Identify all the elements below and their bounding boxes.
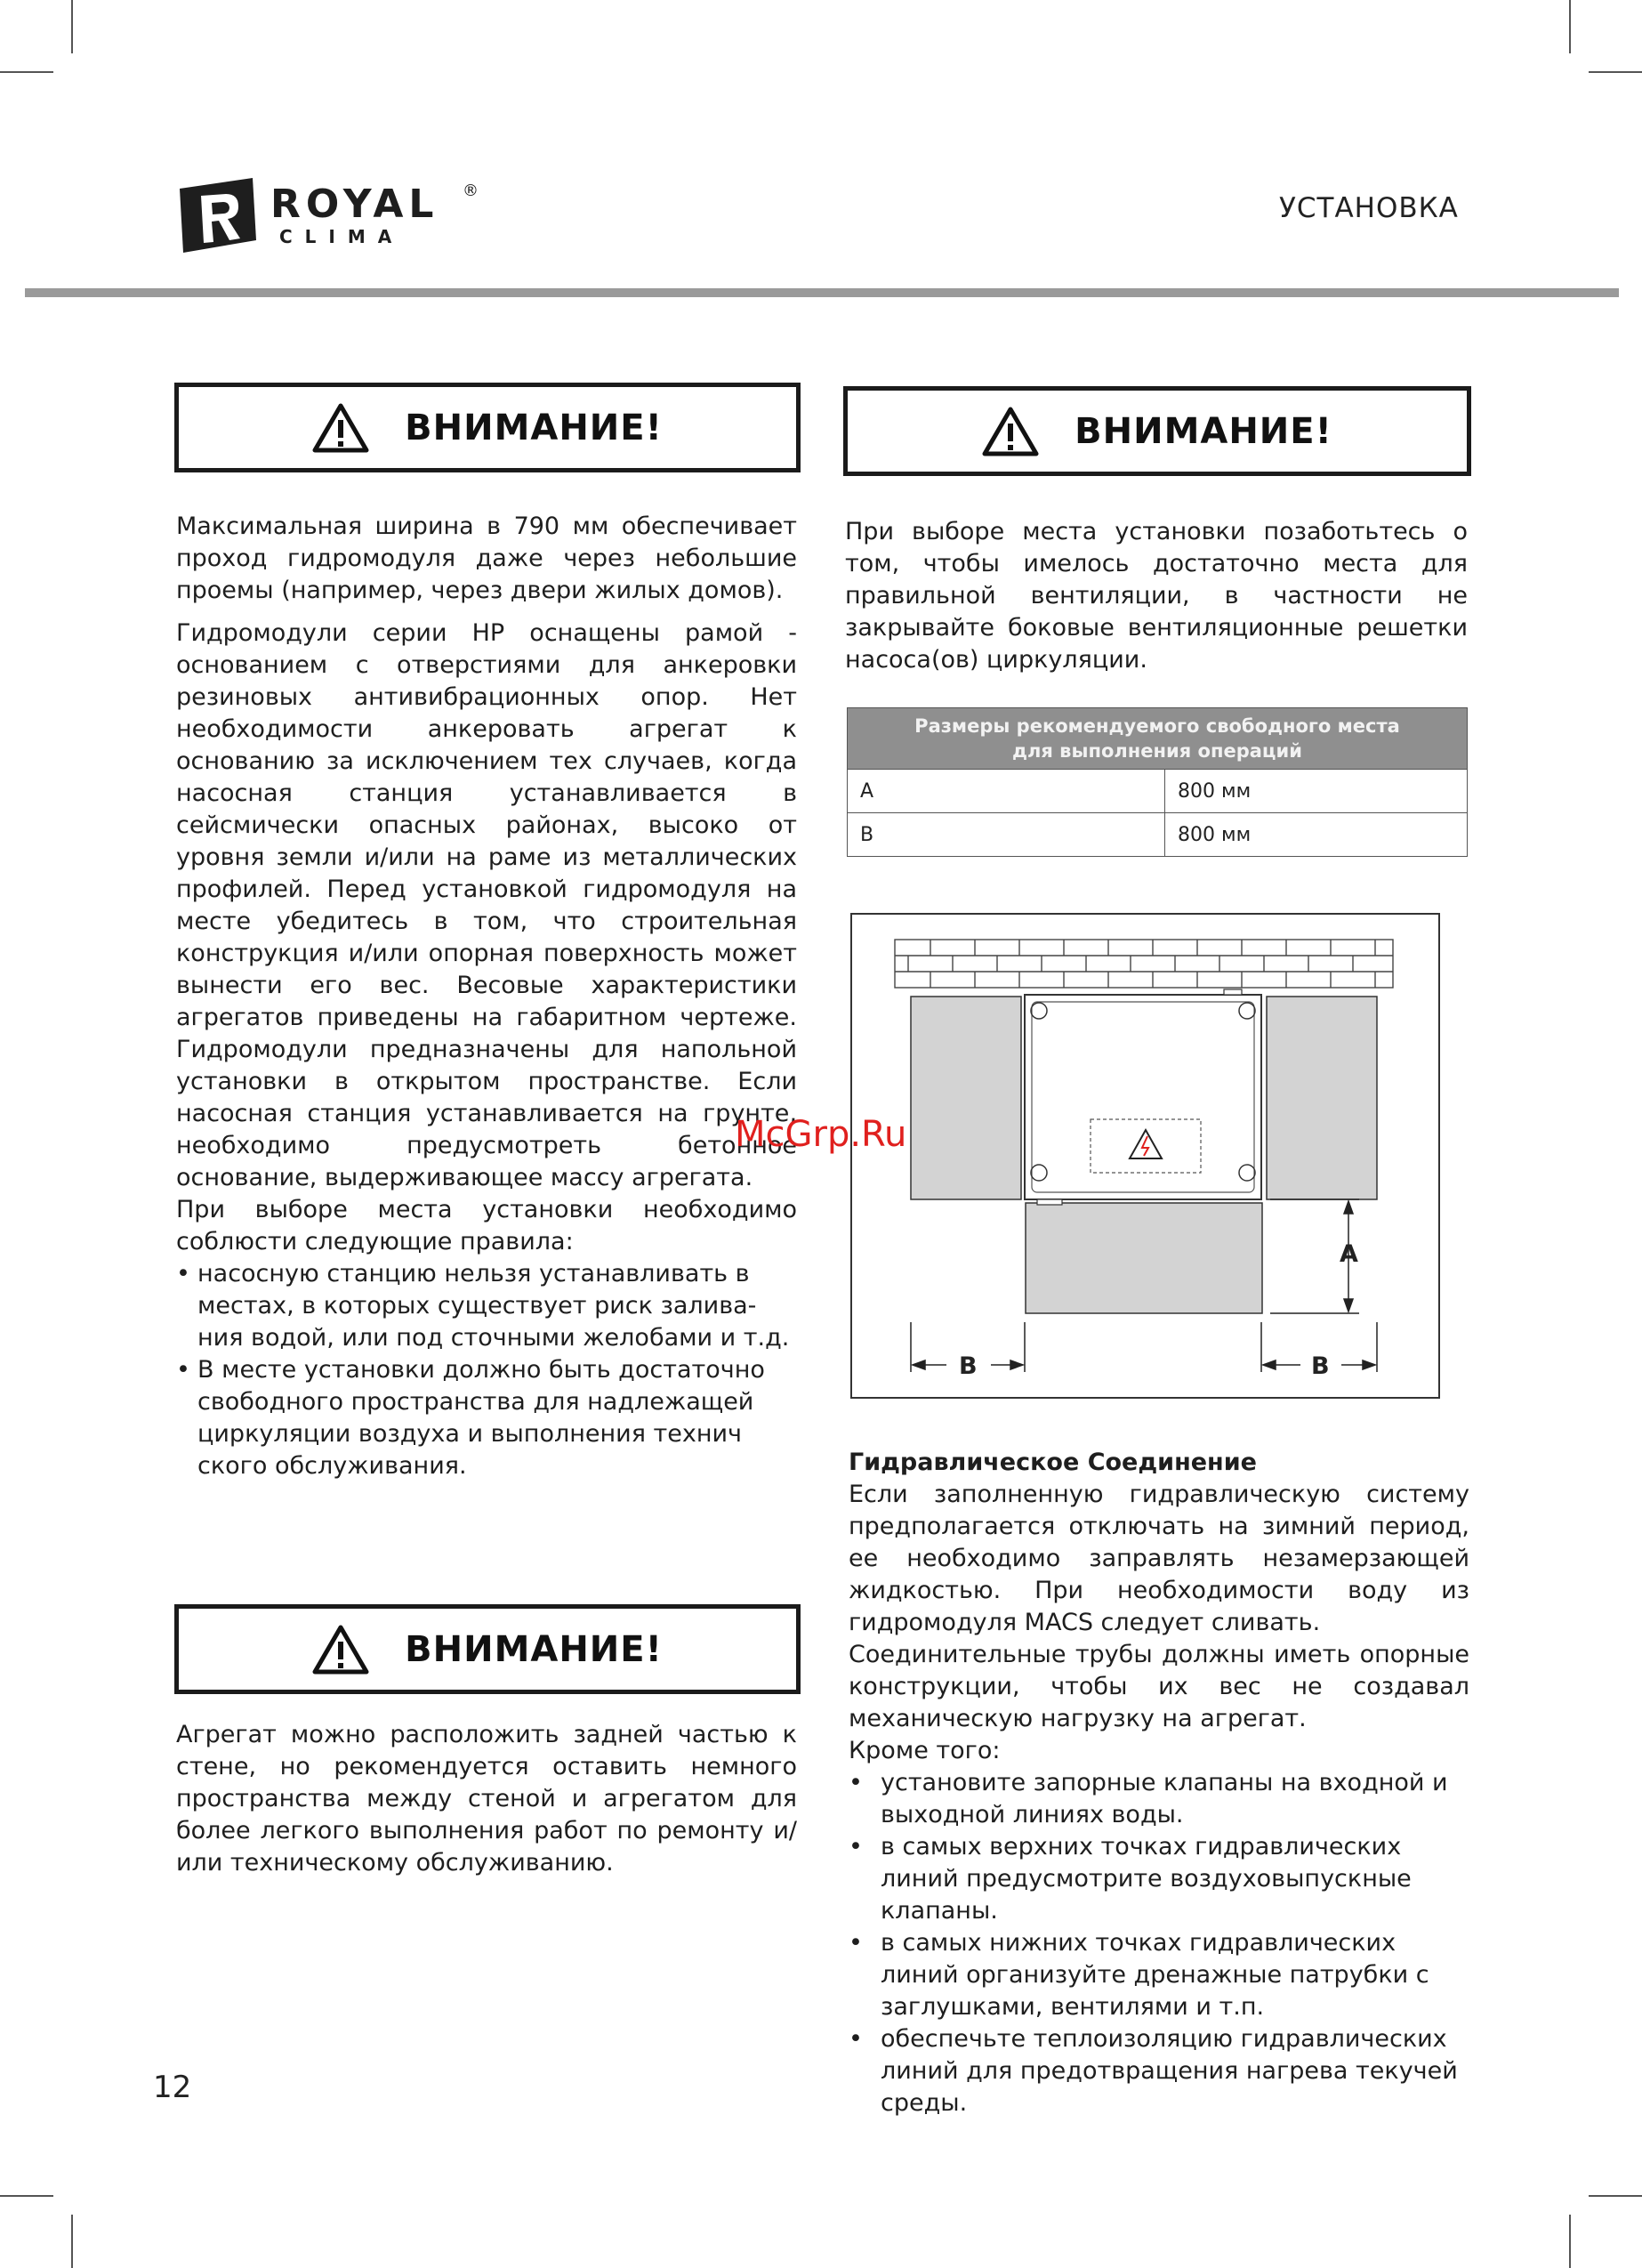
page-number: 12 [153,2070,192,2105]
header-divider [25,288,1619,297]
crop-mark [0,2195,53,2197]
left-text-block-bottom [176,1719,797,1879]
table-header-row [848,708,1468,770]
brand-logo [174,174,486,254]
dimension-label-a: A [1340,1240,1358,1268]
table-row [848,813,1468,857]
paragraph: Соединительные трубы должны иметь опорные конструкции, чтобы их вес не создавал механическую нагрузку на агрегат. [849,1641,1469,1732]
dimension-label-b-left: B [959,1352,978,1380]
paragraph: Если заполненную гидравлическую систему предполагается отключать на зимний период, ее необходимо заправлять незамерзающей жидкостью. При необходимости воду из гидромодуля MACS следует сливать. [849,1481,1469,1636]
table-cell: A [848,770,1165,813]
bullet-list [176,1258,797,1482]
clearance-zone-front [1026,1203,1262,1313]
brand-subname: CLIMA [279,226,405,247]
paragraph: При выборе места установки необходимо соблюсти следующие правила: [176,1196,797,1255]
hydraulic-section [849,1447,1469,2119]
table-cell: 800 мм [1165,770,1468,813]
list-item: • в самых нижних точках гидравлических линий организуйте дренажные патрубки с заглушками, вентилями и т.п. [849,1927,1469,2023]
list-item: • обеспечьте теплоизоляцию гидравлических линий для предотвращения нагрева текучей среды. [849,2023,1469,2119]
crop-mark [0,71,53,73]
warning-label: ВНИМАНИЕ! [405,407,663,448]
right-intro-text [845,516,1468,676]
brand-name: ROYAL [270,182,439,227]
crop-mark [1589,2195,1642,2197]
warning-box [843,386,1471,476]
warning-box [174,1604,801,1694]
crop-mark [1589,71,1642,73]
warning-triangle-icon [312,1624,369,1675]
section-title: УСТАНОВКА [1279,192,1459,224]
left-text-block [176,511,797,1482]
list-item: • насосную станцию нельзя устанавливать в местах, в которых существует риск залива- ния водой, или под сточными желобами и т.д. [176,1258,797,1354]
table-cell: B [848,813,1165,857]
warning-label: ВНИМАНИЕ! [1075,410,1332,452]
clearance-diagram [850,913,1440,1399]
logo-r-mark [174,174,260,254]
paragraph: При выборе места установки позаботьтесь о том, чтобы имелось достаточно места для правильной вентиляции, в частности не закрывайте боковые вентиляционные решетки насоса(ов) циркуляции. [845,518,1468,674]
warning-triangle-icon [982,406,1039,457]
clearance-table [847,707,1468,857]
clearance-zone-right [1267,997,1377,1199]
list-item: • В месте установки должно быть достаточно свободного пространства для надлежащей циркуляции воздуха и выполнения технич ского обслуживания. [176,1354,797,1482]
section-heading: Гидравлическое Соединение [849,1449,1257,1476]
brand-registered-mark: ® [463,182,479,200]
table-cell: 800 мм [1165,813,1468,857]
crop-mark [71,0,73,53]
paragraph: Агрегат можно расположить задней частью к стене, но рекомендуется оставить немного пространства между стеной и агрегатом для более легкого выполнения работ по ремонту и/или техническому обслуживанию. [176,1721,797,1877]
crop-mark [1569,2215,1571,2268]
table-header [848,708,1468,770]
crop-mark [1569,0,1571,53]
table-header-line: для выполнения операций [1012,740,1302,762]
bullet-list [849,1767,1469,2119]
list-item: • в самых верхних точках гидравлических линий предусмотрите воздуховыпускные клапаны. [849,1831,1469,1927]
paragraph: Максимальная ширина в 790 мм обеспечивает проход гидромодуля даже через небольшие проемы (например, через двери жилых домов). [176,513,797,604]
table-header-line: Размеры рекомендуемого свободного места [914,715,1400,737]
table-row [848,770,1468,813]
warning-label: ВНИМАНИЕ! [405,1628,663,1670]
warning-box [174,383,801,472]
warning-triangle-icon [312,402,369,454]
crop-mark [71,2215,73,2268]
dimension-label-b-right: B [1311,1352,1330,1380]
unit-top-view [1025,989,1261,1205]
list-item: • установите запорные клапаны на входной и выходной линиях воды. [849,1767,1469,1831]
paragraph: Кроме того: [849,1737,1001,1764]
paragraph: Гидромодули серии HP оснащены рамой - основанием с отверстиями для анкеровки резиновых антивибрационных опор. Нет необходимости анкеровать агрегат к основанию за исключением тех случаев, когда насосная станция устанавливается в сейсмически опасных районах, высоко от уровня земли и/или на раме из металлических профилей. Перед установкой гидромодуля на месте убедитесь в том, что строительная конструкция и/или опорная поверхность может вынести его вес. Весовые характеристики агрегатов приведены на габаритном чертеже. Гидромодули предназначены для напольной установки в открытом пространстве. Если насосная станция устанавливается на грунте, необходимо предусмотреть бетонное основание, выдерживающее массу агрегата. [176,619,797,1191]
clearance-zone-left [911,997,1021,1199]
watermark: McGrp.Ru [735,1114,907,1155]
